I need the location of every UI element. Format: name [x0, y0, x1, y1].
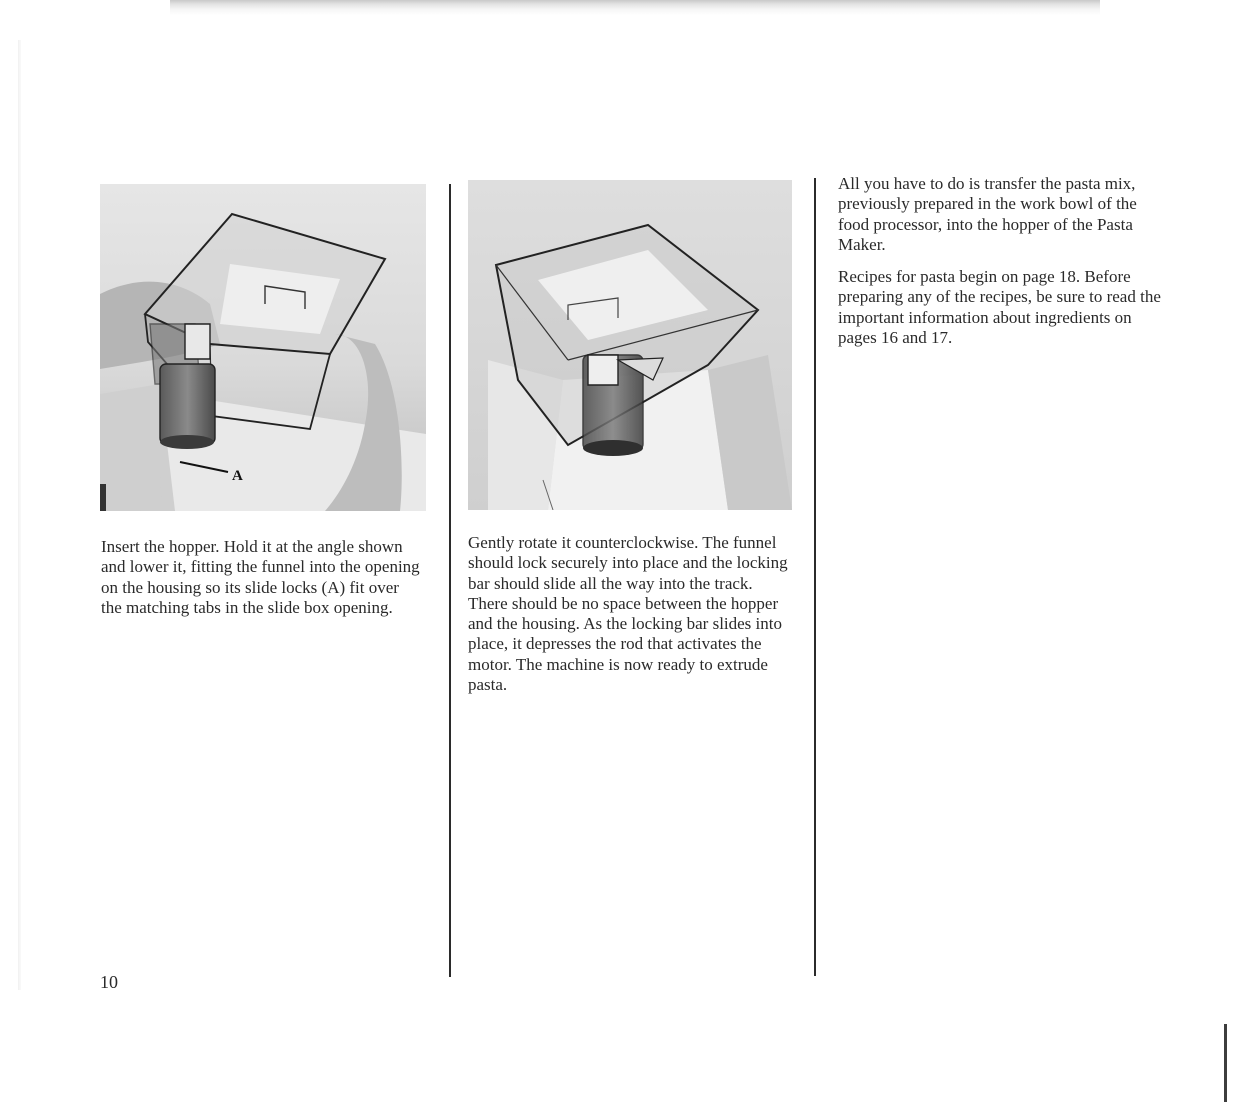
column-rule-right — [814, 178, 816, 976]
column-rule-left — [449, 184, 451, 977]
slide-lock-label: A — [232, 468, 243, 484]
scan-right-mark — [1224, 1024, 1227, 1102]
page-number: 10 — [100, 972, 118, 992]
hopper-locked-photo — [468, 180, 792, 510]
middle-caption — [468, 533, 793, 695]
left-caption-text: Insert the hopper. Hold it at the angle shown and lower it, fitting the funnel into the opening on the housing so its slide locks (A) fit over the matching tabs in the slide box opening. — [101, 537, 420, 617]
left-caption — [101, 537, 421, 618]
hopper-insert-photo — [100, 184, 426, 511]
pasta-transfer-paragraph: All you have to do is transfer the pasta mix, previously prepared in the work bowl of the food processor, into the hopper of the Pasta Maker. — [838, 174, 1137, 254]
recipes-reference-paragraph: Recipes for pasta begin on page 18. Before preparing any of the recipes, be sure to read the important information about ingredients on pages 16 and 17. — [838, 267, 1161, 348]
middle-caption-text: Gently rotate it counterclockwise. The funnel should lock securely into place and the locking bar should slide all the way into the track. There should be no space between the hopper and the housing. As the locking bar slides into place, it depresses the rod that activates the motor. The machine is now ready to extrude pasta. — [468, 533, 788, 695]
scan-top-edge — [170, 0, 1100, 16]
scan-left-edge — [18, 40, 21, 990]
right-column-text — [838, 174, 1163, 348]
